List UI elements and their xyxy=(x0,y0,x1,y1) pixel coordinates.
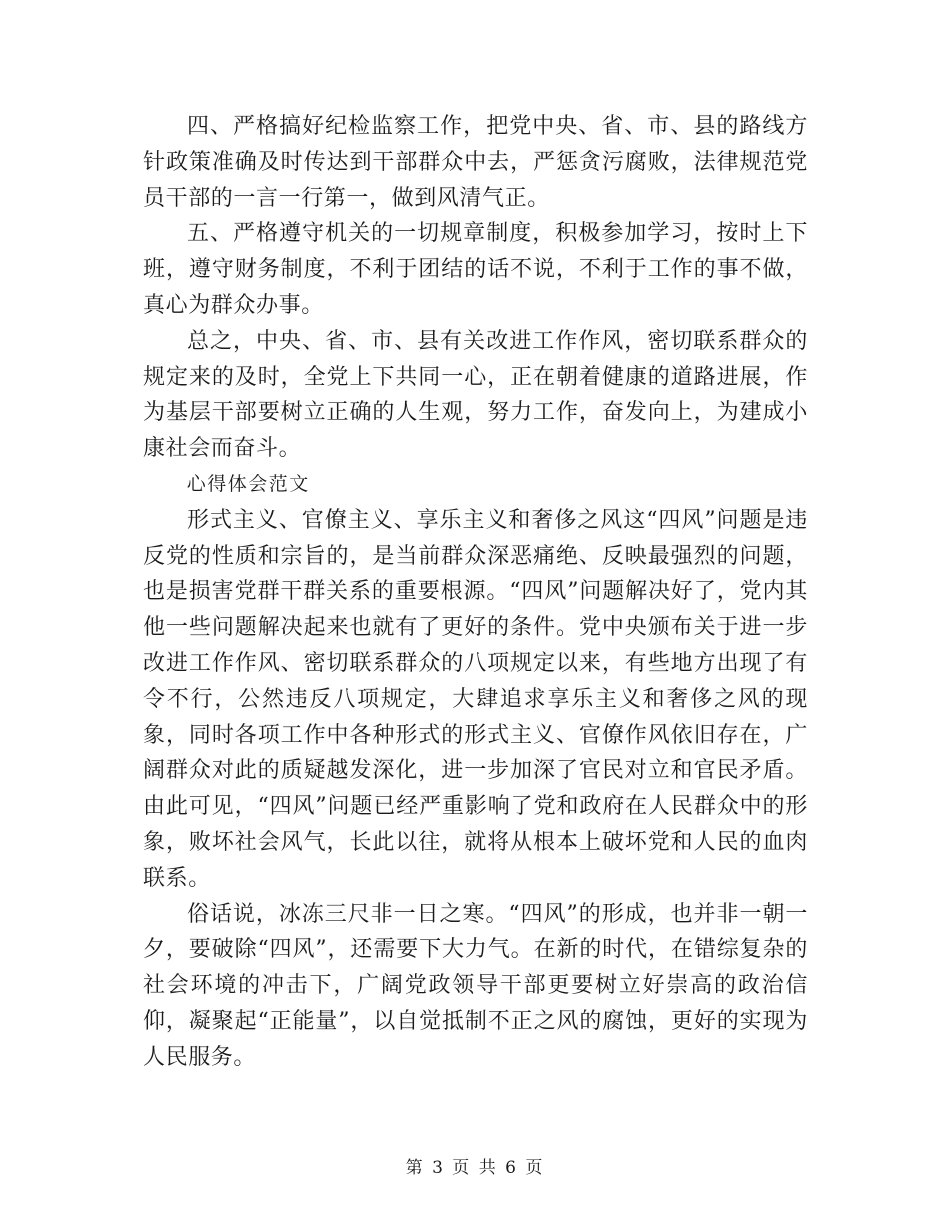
section-paragraph-four-winds: 形式主义、官僚主义、享乐主义和奢侈之风这“四风”问题是违反党的性质和宗旨的，是当前群众深恶痛绝、反映最强烈的问题，也是损害党群干群关系的重要根源。“四风”问题解决好了，党内其他一些问题解决起来也就有了更好的条件。党中央颁布关于进一步改进工作作风、密切联系群众的八项规定以来，有些地方出现了有令不行，公然违反八项规定，大肆追求享乐主义和奢侈之风的现象，同时各项工作中各种形式的形式主义、官僚作风依旧存在，广阔群众对此的质疑越发深化，进一步加深了官民对立和官民矛盾。由此可见，“四风”问题已经严重影响了党和政府在人民群众中的形象，败坏社会风气，长此以往，就将从根本上破坏党和人民的血肉联系。 xyxy=(143,507,808,891)
page-number-footer: 第 3 页 共 6 页 xyxy=(405,1158,545,1178)
paragraph-item-four: 四、严格搞好纪检监察工作，把党中央、省、市、县的路线方针政策准确及时传达到干部群众中去，严惩贪污腐败，法律规范党员干部的一言一行第一，做到风清气正。 xyxy=(143,114,808,211)
section-heading: 心得体会范文 xyxy=(186,472,310,495)
document-body xyxy=(143,109,808,1076)
section-paragraph-proverb: 俗话说，冰冻三尺非一日之寒。“四风”的形成，也并非一朝一夕，要破除“四风”，还需要下大力气。在新的时代，在错综复杂的社会环境的冲击下，广阔党政领导干部更要树立好崇高的政治信仰，凝聚起“正能量”，以自觉抵制不正之风的腐蚀，更好的实现为人民服务。 xyxy=(143,901,808,1070)
paragraph-item-five: 五、严格遵守机关的一切规章制度，积极参加学习，按时上下班，遵守财务制度，不利于团结的话不说，不利于工作的事不做，真心为群众办事。 xyxy=(143,221,808,318)
paragraph-conclusion: 总之，中央、省、市、县有关改进工作作风，密切联系群众的规定来的及时，全党上下共同一心，正在朝着健康的道路进展，作为基层干部要树立正确的人生观，努力工作，奋发向上，为建成小康社会而奋斗。 xyxy=(143,328,808,462)
